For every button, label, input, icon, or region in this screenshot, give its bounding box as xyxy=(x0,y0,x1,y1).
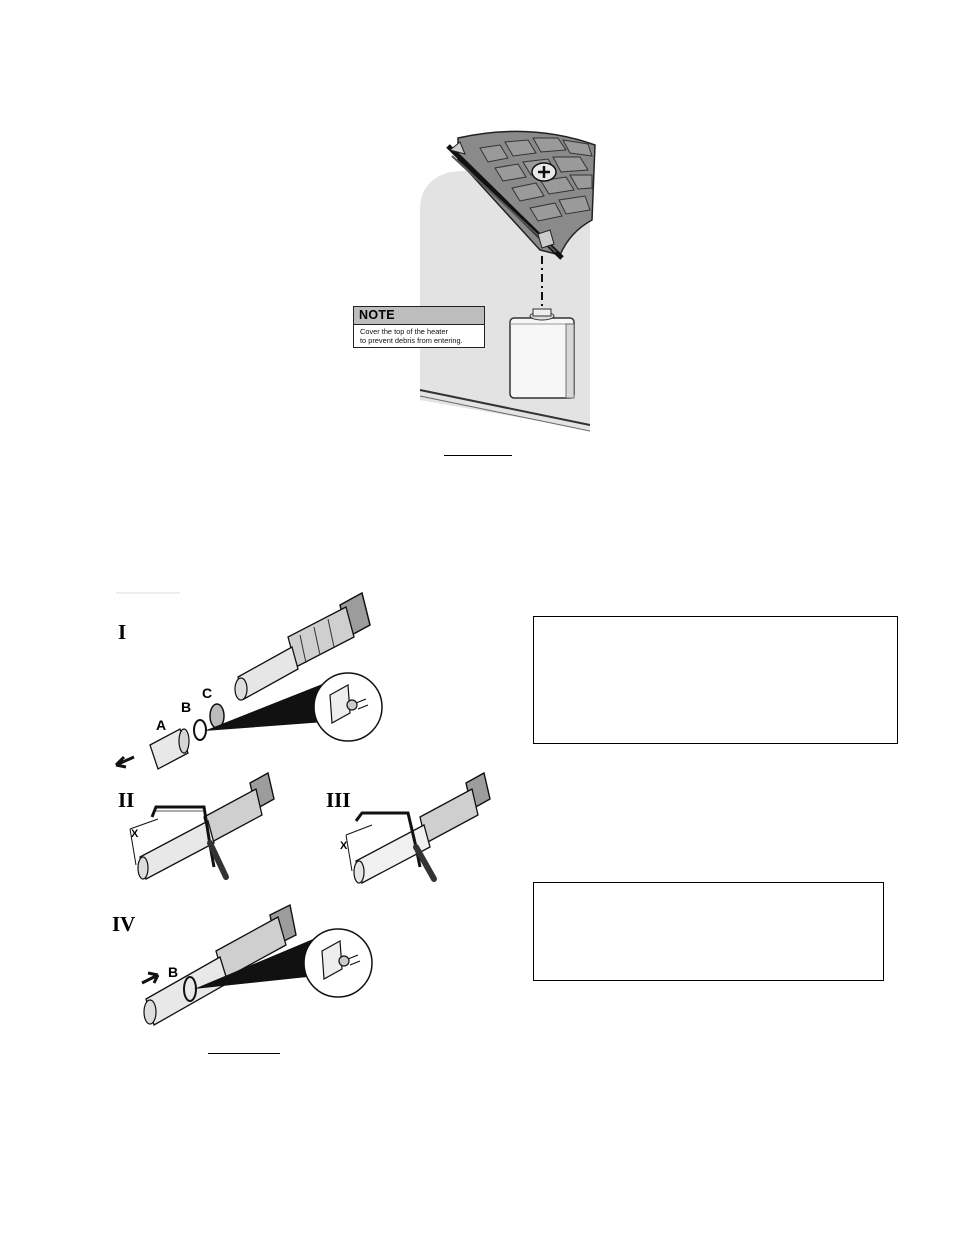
note-line-1: Cover the top of the heater xyxy=(360,327,448,336)
note-line-2: to prevent debris from entering. xyxy=(360,336,463,345)
step-3-label: III xyxy=(326,788,351,812)
part-a-label: A xyxy=(156,717,167,733)
part-c-label: C xyxy=(202,685,213,701)
figure-1-caption-underline xyxy=(444,455,512,456)
note-text xyxy=(354,325,484,345)
vent-pipe-cutting-illustration xyxy=(100,585,500,1055)
cut-mark-step-2: X xyxy=(131,828,139,840)
text-box-2 xyxy=(533,882,884,981)
cut-mark-step-3: X xyxy=(340,840,348,852)
part-b-clamp xyxy=(194,720,206,740)
water-heater xyxy=(510,318,574,398)
step-4-label: IV xyxy=(112,912,136,936)
part-b-label-step-4: B xyxy=(168,964,179,980)
figure-2-caption-underline xyxy=(208,1053,280,1054)
step-3-drawing xyxy=(346,773,490,883)
note-heading: NOTE xyxy=(354,307,484,325)
note-callout xyxy=(353,306,485,348)
arrow-icon xyxy=(142,973,158,983)
step-1-label: I xyxy=(118,620,127,644)
step-2-drawing xyxy=(130,773,274,879)
roof-vent-illustration xyxy=(330,120,620,442)
step-2-label: II xyxy=(118,788,135,812)
text-box-1 xyxy=(533,616,898,744)
arrow-icon xyxy=(116,757,134,767)
part-b-label: B xyxy=(181,699,192,715)
step-1-drawing xyxy=(116,593,382,769)
